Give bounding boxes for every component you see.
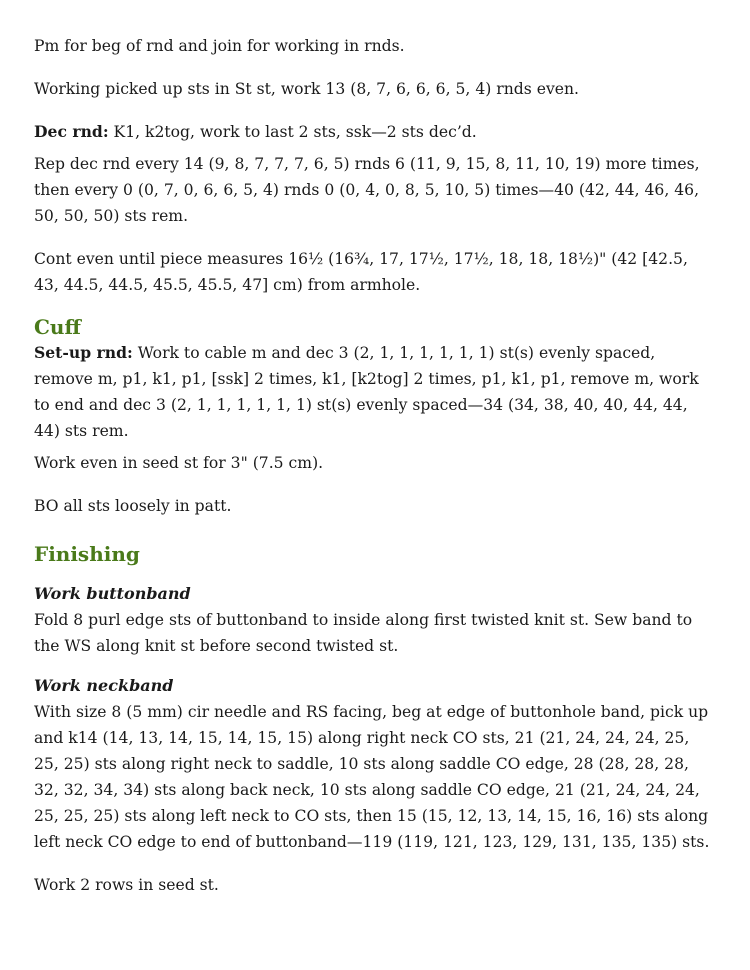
instruction-paragraph: Work even in seed st for 3" (7.5 cm). — [34, 454, 324, 472]
dec-rnd-paragraph — [34, 119, 714, 145]
dec-rnd-label: Dec rnd: — [34, 122, 109, 141]
instruction-paragraph: With size 8 (5 mm) cir needle and RS facing, beg at edge of buttonhole band, pick up and k14 (14, 13, 14, 15, 14, 15, 15) along right neck CO sts, 21 (21, 24, 24, 24, 25, 25, 25) sts along right neck to saddle, 10 sts along saddle CO edge, 28 (28, 28, 28, 32, 32, 34, 34) sts along back neck, 10 sts along saddle CO edge, 21 (21, 24, 24, 24, 25, 25, 25) sts along left neck to CO sts, then 15 (15, 12, 13, 14, 15, 16, 16) sts along left neck CO edge to end of buttonband—119 (119, 121, 123, 129, 131, 135, 135) sts. — [34, 703, 710, 851]
cuff-heading: Cuff — [34, 315, 81, 339]
instruction-paragraph: Pm for beg of rnd and join for working in rnds. — [34, 37, 405, 55]
dec-rnd-text: K1, k2tog, work to last 2 sts, ssk—2 sts dec’d. — [108, 123, 477, 141]
setup-rnd-label: Set-up rnd: — [34, 343, 133, 362]
setup-rnd-text: Work to cable m and dec 3 (2, 1, 1, 1, 1, 1, 1) st(s) evenly spaced, remove m, p1, k1, p1, [ssk] 2 times, k1, [k2tog] 2 times, p1, k1, p1, remove m, work to end and dec 3 (2, 1, 1, 1, 1, 1, 1) st(s) evenly spaced—34 (34, 38, 40, 40, 44, 44, 44) sts rem. — [34, 344, 699, 440]
buttonband-heading: Work buttonband — [34, 584, 191, 603]
finishing-heading: Finishing — [34, 542, 140, 566]
neckband-heading: Work neckband — [34, 676, 174, 695]
instruction-paragraph: Work 2 rows in seed st. — [34, 876, 219, 894]
instruction-paragraph: Cont even until piece measures 16½ (16¾, 17, 17½, 17½, 18, 18, 18½)" (42 [42.5, 43, 44.5, 44.5, 45.5, 45.5, 47] cm) from armhole. — [34, 250, 688, 294]
instruction-paragraph: Working picked up sts in St st, work 13 (8, 7, 6, 6, 6, 5, 4) rnds even. — [34, 80, 579, 98]
instruction-paragraph: Rep dec rnd every 14 (9, 8, 7, 7, 7, 6, 5) rnds 6 (11, 9, 15, 8, 11, 10, 19) more times, then every 0 (0, 7, 0, 6, 6, 5, 4) rnds 0 (0, 4, 0, 8, 5, 10, 5) times—40 (42, 44, 46, 46, 50, 50, 50) sts rem. — [34, 155, 700, 225]
instruction-paragraph: Fold 8 purl edge sts of buttonband to inside along first twisted knit st. Sew band to the WS along knit st before second twisted st. — [34, 611, 693, 655]
instruction-paragraph: BO all sts loosely in patt. — [34, 497, 232, 515]
setup-rnd-paragraph — [34, 340, 714, 444]
